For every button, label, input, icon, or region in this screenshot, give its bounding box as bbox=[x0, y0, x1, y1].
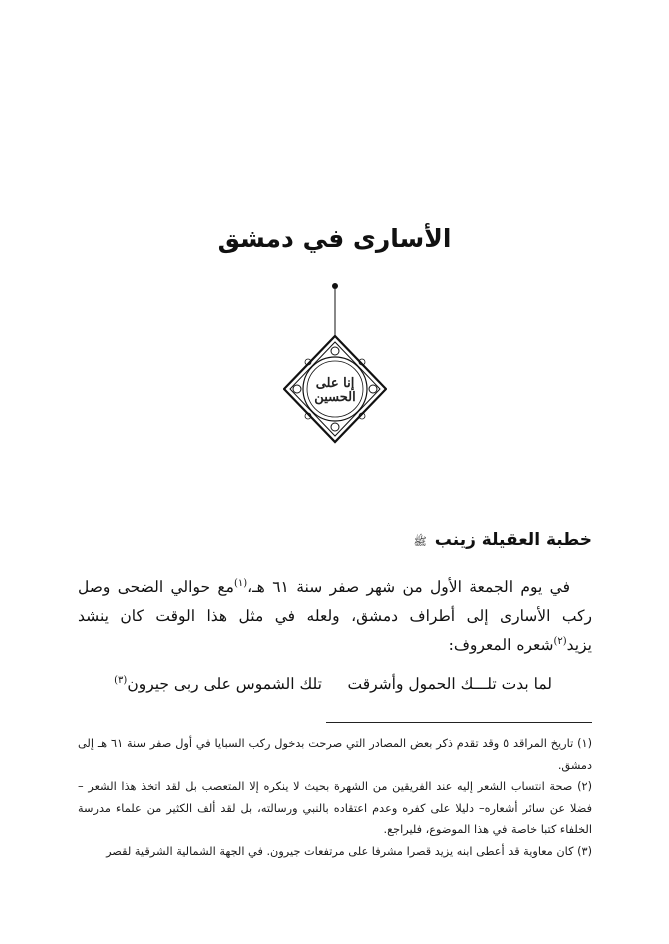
footnotes bbox=[78, 733, 592, 862]
chapter-ornament bbox=[283, 280, 387, 444]
footnote-1: (١) تاريخ المراقد ٥ وقد تقدم ذكر بعض المصادر التي صرحت بدخول ركب السبايا في أول صفر سنة ٦١ هـ إلى دمشق. bbox=[78, 737, 592, 772]
honorific-symbol: ﷺ bbox=[413, 535, 427, 548]
verse-hemistich-1: لما بدت تلـــك الحمول وأشرقت bbox=[347, 675, 552, 693]
emblem-calligraphy: إنا على الحسين bbox=[314, 376, 356, 405]
verse-hemistich-2 bbox=[114, 675, 322, 693]
footnote-2: (٢) صحة انتساب الشعر إليه عند الفريقين من الشهرة بحيث لا ينكره إلا المتعصب بل لقد اتخذ هذا الشعر –فضلا عن سائر أشعاره– دليلا على كفره وعدم اعتقاده بالنبي ورسالته، بل لقد ألف الكثير من علماء مدرسة الخلفاء كتبا خاصة في هذا الموضوع، فليراجع. bbox=[78, 780, 592, 836]
chapter-title: الأسارى في دمشق bbox=[217, 224, 452, 253]
footnote-3: (٣) كان معاوية قد أعطى ابنه يزيد قصرا مشرفا على مرتفعات جيرون. في الجهة الشمالية الشرقية لقصر bbox=[106, 844, 592, 858]
section-heading bbox=[414, 530, 592, 551]
body-paragraph bbox=[78, 573, 592, 660]
footnote-ref-2[interactable]: (٢) bbox=[553, 635, 567, 647]
paragraph-text-1: في يوم الجمعة الأول من شهر صفر سنة ٦١ هـ، bbox=[247, 578, 570, 596]
footnote-ref-3[interactable]: (٣) bbox=[114, 674, 128, 686]
footnote-ref-1[interactable]: (١) bbox=[233, 577, 248, 589]
verse-hemistich-2-text: تلك الشموس على ربى جيرون bbox=[127, 675, 322, 693]
section-heading-text: خطبة العقيلة زينب bbox=[434, 530, 592, 550]
paragraph-text-2: مع حوالي الضحى وصل ركب الأسارى إلى أطراف دمشق، ولعله في مثل هذا الوقت كان ينشد يزيد bbox=[78, 578, 592, 654]
paragraph-text-3: شعره المعروف: bbox=[448, 636, 554, 654]
diamond-calligraphy-emblem-icon bbox=[283, 280, 387, 444]
footnote-separator bbox=[326, 722, 592, 723]
poem-verse bbox=[78, 675, 592, 705]
